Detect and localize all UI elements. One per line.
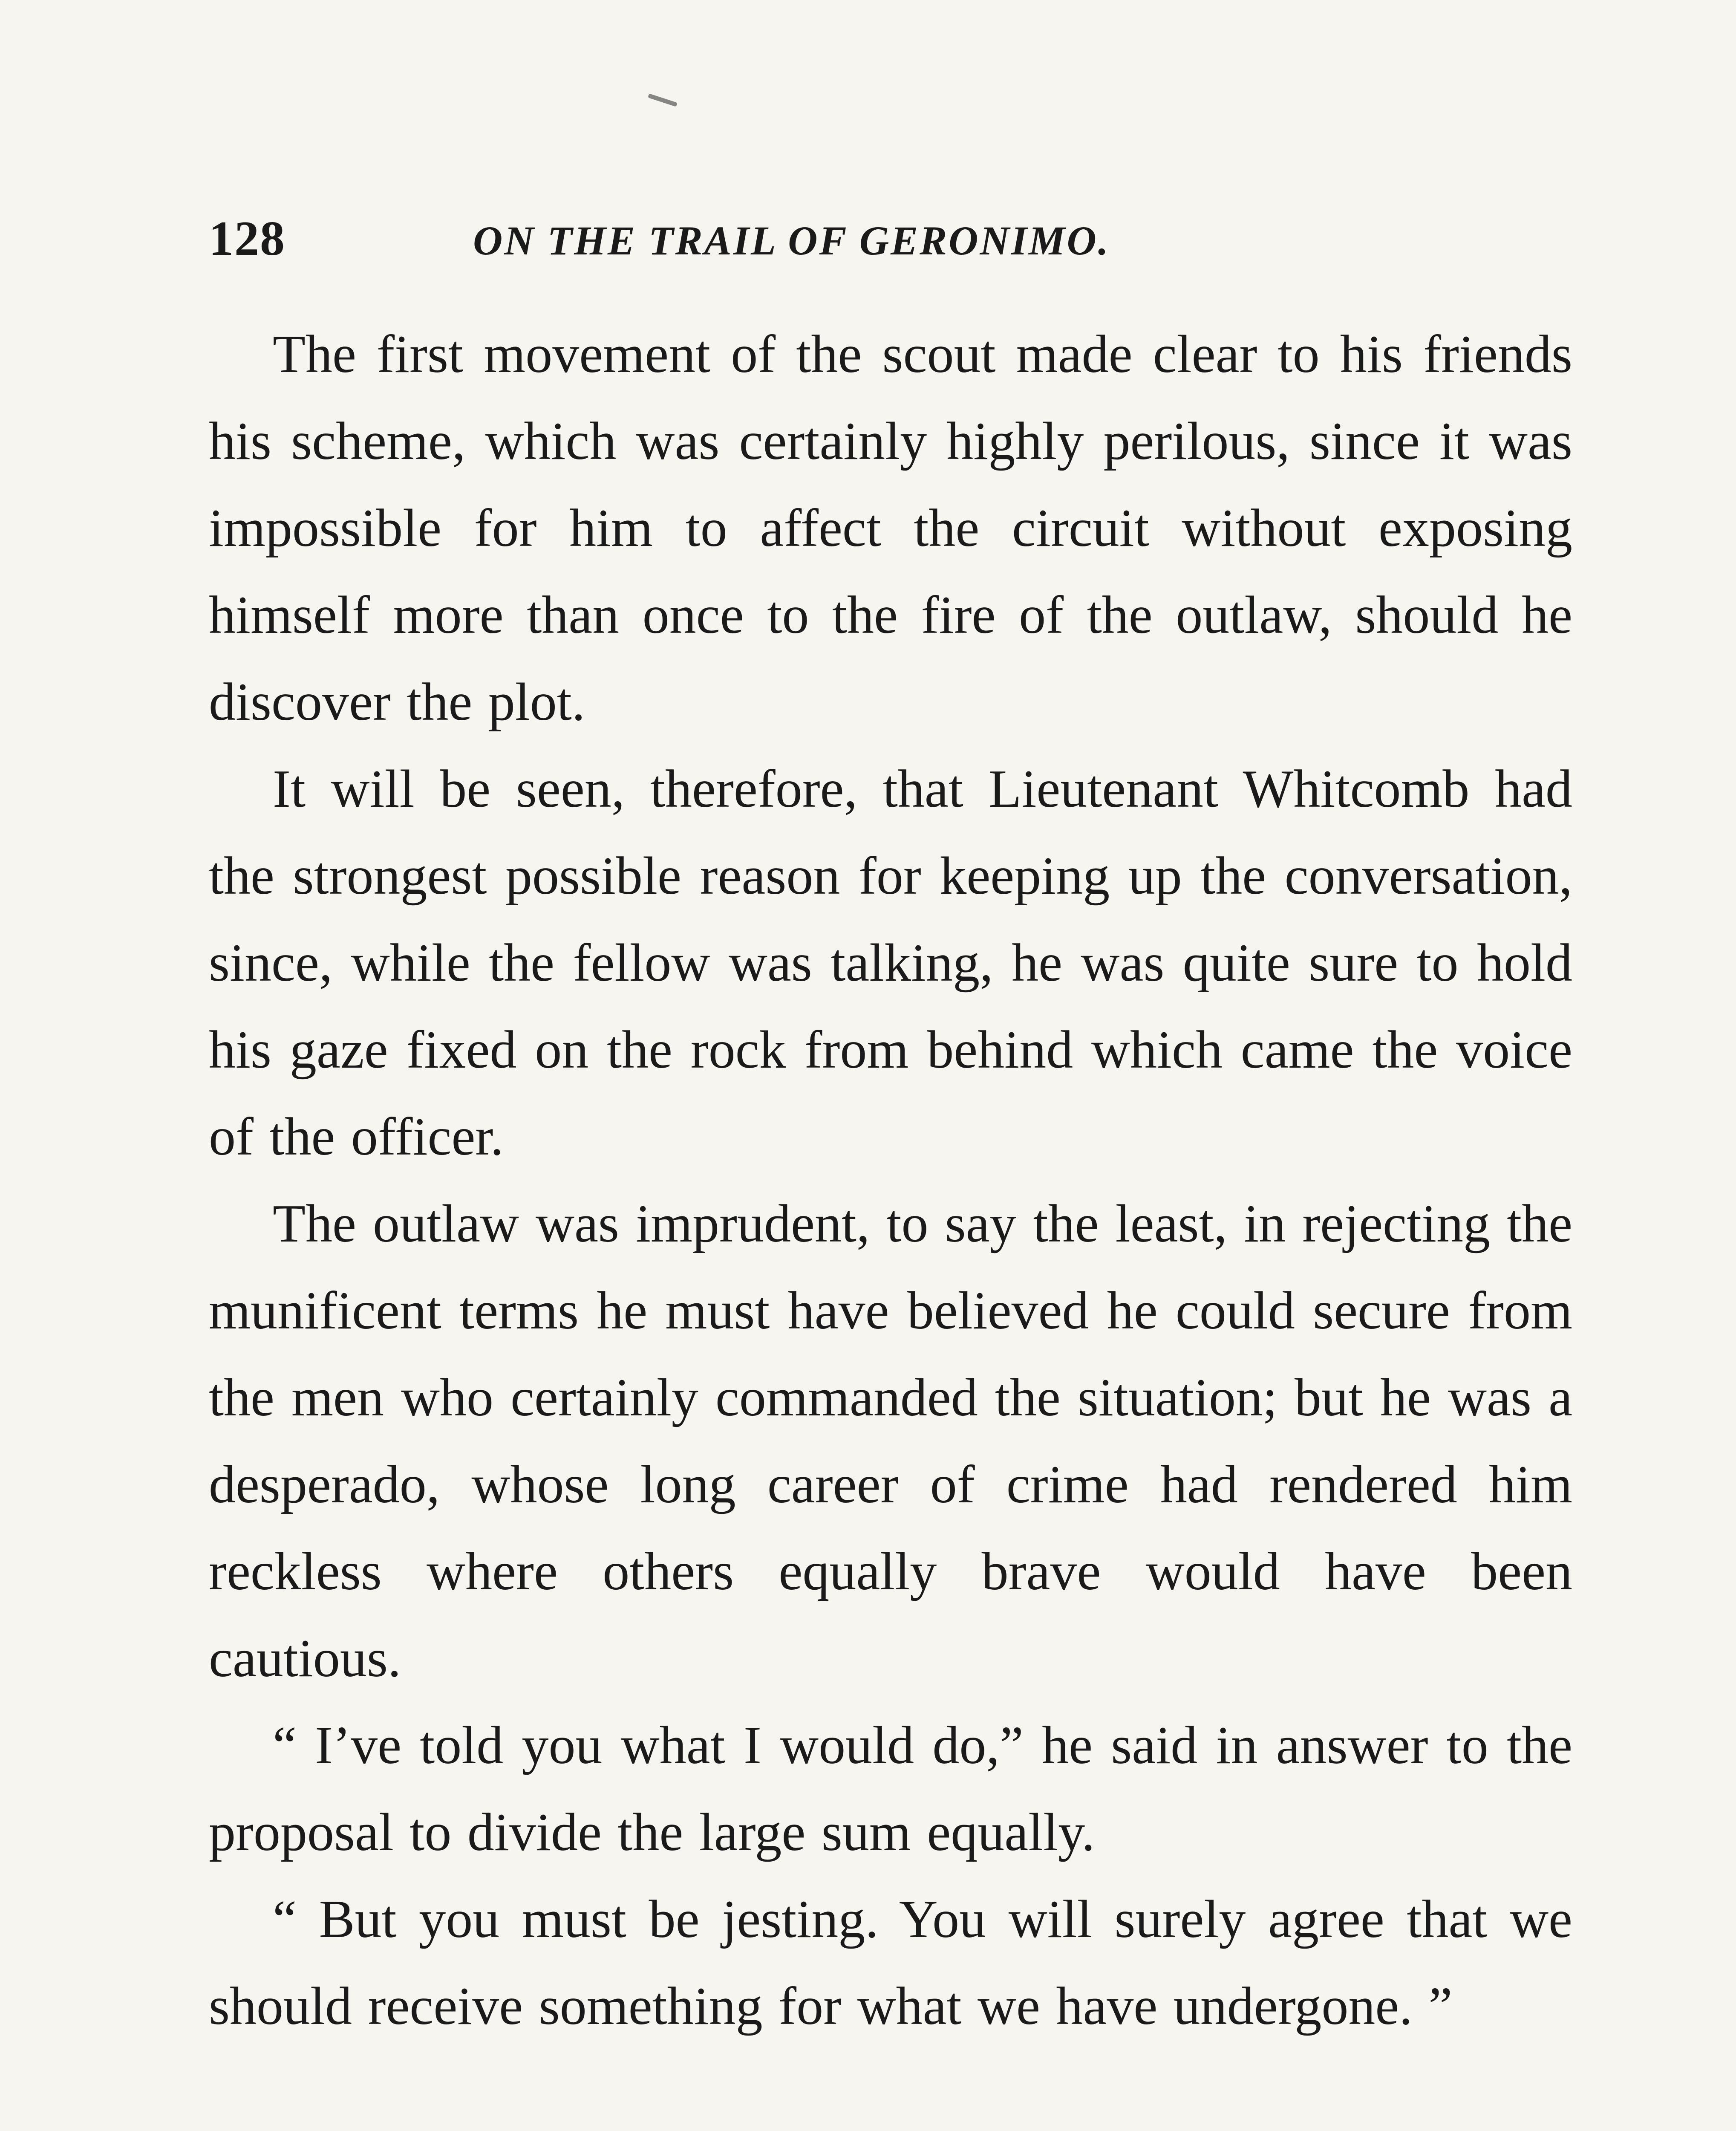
paragraph: “ I’ve told you what I would do,” he said in answer to the proposal to divide the large sum equally.: [209, 1716, 1572, 1862]
paragraph: The first movement of the scout made clear to his friends his scheme, which was certainly highly perilous, since it was impossible for him to affect the circuit without exposing himself more than once to the fire of the outlaw, should he discover the plot.: [209, 325, 1572, 732]
page-number: 128: [209, 211, 285, 266]
paragraph: “ But you must be jesting. You will surely agree that we should receive something for what we have undergone. ”: [209, 1890, 1572, 2036]
body-text: [209, 311, 1572, 2050]
page-header: [209, 200, 1572, 277]
paragraph: The outlaw was imprudent, to say the least, in rejecting the munificent terms he must have believed he could secure from the men who certainly commanded the situation; but he was a desperado, whose long career of crime had rendered him reckless where others equally brave would have been cautious.: [209, 1194, 1572, 1688]
paragraph: It will be seen, therefore, that Lieutenant Whitcomb had the strongest possible reason for keeping up the conversation, since, while the fellow was talking, he was quite sure to hold his gaze fixed on the rock from behind which came the voice of the officer.: [209, 759, 1572, 1167]
running-title: ON THE TRAIL OF GERONIMO.: [473, 218, 1110, 263]
ink-speck: [648, 93, 678, 107]
